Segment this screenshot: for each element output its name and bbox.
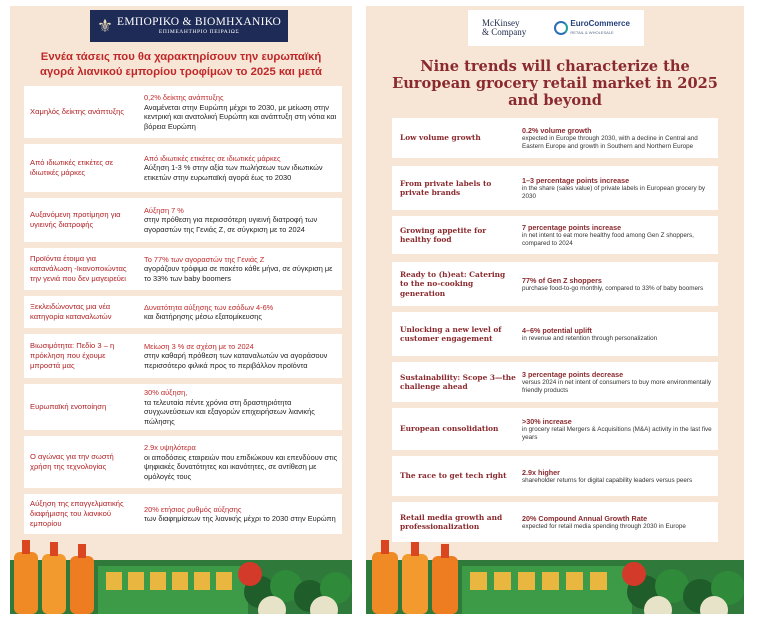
trend-value (136, 206, 342, 235)
trend-value (516, 326, 718, 343)
trend-body: purchase food-to-go monthly, compared to 33% of baby boomers (522, 284, 704, 292)
trend-label: Unlocking a new level of customer engagement (400, 324, 502, 343)
trend-body: και διατήρησης μέσω εξατομίκευσης (144, 312, 262, 321)
trend-label: Προϊόντα έτοιμα για κατανάλωση -Ικανοποιώντας την γενιά που δεν μαγειρεύει (30, 254, 127, 283)
trend-row-english (392, 456, 718, 496)
trend-body: versus 2024 in net intent of consumers to buy more environmentally friendly products (522, 378, 712, 394)
trend-head: Μείωση 3 % σε σχέση με το 2024 (144, 341, 254, 351)
trend-label: Ο αγώνας για την σωστή χρήση της τεχνολογίας (30, 452, 114, 471)
trend-value (136, 505, 342, 524)
trend-head: Αύξηση 7 % (144, 205, 184, 215)
trend-value (516, 514, 718, 531)
trend-head: >30% increase (522, 416, 572, 426)
trend-head: 20% Compound Annual Growth Rate (522, 513, 648, 523)
trend-label: Από ιδιωτικές ετικέτες σε ιδιωτικές μάρκες (30, 158, 114, 177)
trend-head: 2.9x higher (522, 467, 560, 477)
trend-body: shareholder returns for digital capability leaders versus peers (522, 476, 693, 484)
english-title: Nine trends will characterize the European grocery retail market in 2025 and beyond (392, 58, 718, 109)
trend-label: Ready to (h)eat: Catering to the no-cooking generation (400, 269, 506, 298)
trend-value (516, 176, 718, 201)
trend-label: Growing appetite for healthy food (400, 225, 487, 244)
trend-label: Ευρωπαϊκή ενοποίηση (30, 402, 107, 411)
trend-row-greek (24, 248, 342, 290)
trend-value (136, 154, 342, 183)
trend-value (136, 255, 342, 284)
trend-head: 2.9x υψηλότερα (144, 443, 196, 452)
trend-label: Retail media growth and professionalization (400, 512, 503, 531)
trend-head: Το 77% των αγοραστών της Γενιάς Ζ (144, 254, 265, 264)
trend-label: European consolidation (400, 424, 499, 434)
trend-body: των διαφημίσεων της λιανικής μέχρι το 2030 στην Ευρώπη (144, 514, 336, 523)
trend-value (516, 126, 718, 151)
trend-body: in the share (sales value) of private labels in European grocery by 2030 (522, 184, 706, 200)
trend-body: Αναμένεται στην Ευρώπη μέχρι το 2030, με μείωση στην κεντρική και ανατολική Ευρώπη και ανάπτυξη στη νότια και βόρεια Ευρώπη (144, 102, 337, 131)
mckinsey-line-1: McKinsey (482, 17, 520, 28)
trend-value (136, 93, 342, 131)
trend-value (136, 303, 342, 322)
trend-body: στην καθαρή πρόθεση των καταναλωτών να αγοράσουν περισσότερο φιλικά προς το περιβάλλον προϊόντα (144, 351, 328, 370)
trend-value (516, 370, 718, 395)
trend-body: expected in Europe through 2030, with a decline in Central and Eastern Europe and growth in Southern and Northern Europe (522, 134, 698, 150)
produce-illustration (10, 530, 352, 614)
trend-row-greek (24, 144, 342, 192)
trend-head: 30% αύξηση, (144, 388, 188, 397)
greek-infographic-panel (10, 6, 352, 614)
trend-body: Αύξηση 1-3 % στην αξία των πωλήσεων των ιδιωτικών ετικετών στην ευρωπαϊκή αγορά έως το 2030 (144, 163, 323, 182)
english-infographic-panel (366, 6, 744, 614)
trend-label: From private labels to private brands (400, 178, 492, 197)
trend-body: οι αποδόσεις εταιρειών που επιδιώκουν και επενδύουν στις ψηφιακές δυνατότητες και ικανότητες, σε αντίθεση με ομόλογές τους (144, 452, 338, 481)
trend-row-english (392, 216, 718, 254)
trend-body: in net intent to eat more healthy food among Gen Z shoppers, compared to 2024 (522, 231, 694, 247)
trend-value (516, 276, 718, 293)
mckinsey-line-2: & Company (482, 27, 527, 37)
trend-row-greek (24, 384, 342, 430)
mckinsey-logo (482, 19, 526, 38)
trend-head: 77% of Gen Z shoppers (522, 275, 602, 285)
trend-row-english (392, 312, 718, 356)
trend-head: 0.2% volume growth (522, 125, 592, 135)
greek-title: Εννέα τάσεις που θα χαρακτηρίσουν την ευρωπαϊκή αγορά λιανικού εμπορίου τροφίμων το 2025 και μετά (40, 51, 322, 78)
trend-label: Low volume growth (400, 133, 481, 143)
crest-icon: ⚜ (96, 15, 114, 37)
trend-label: Αύξηση της επαγγελματικής διαφήμισης του λιανικού εμπορίου (30, 499, 124, 528)
eurocommerce-ring-icon (554, 21, 568, 35)
trend-head: 3 percentage points decrease (522, 369, 624, 379)
produce-illustration (366, 530, 744, 614)
trend-label: The race to get tech right (400, 471, 507, 481)
trend-row-english (392, 262, 718, 306)
trend-value (516, 223, 718, 248)
trend-row-greek (24, 436, 342, 488)
partner-logos (468, 10, 644, 46)
trend-body: in revenue and retention through personalization (522, 334, 658, 342)
logo-line-1: ΕΜΠΟΡΙΚΟ & ΒΙΟΜΗΧΑΝΙΚΟ (117, 15, 282, 28)
trend-value (136, 443, 342, 481)
trend-body: in grocery retail Mergers & Acquisitions (M&A) activity in the last five years (522, 425, 712, 441)
eurocommerce-sub: RETAIL & WHOLESALE (570, 30, 614, 35)
trend-head: 1–3 percentage points increase (522, 175, 630, 185)
trend-head: 20% ετήσιος ρυθμός αύξησης (144, 504, 242, 514)
chamber-logo (90, 10, 288, 42)
trend-label: Αυξανόμενη προτίμηση για υγιεινής διατροφής (30, 210, 121, 229)
eurocommerce-logo (554, 19, 630, 37)
trend-label: Sustainability: Scope 3—the challenge ahead (400, 372, 516, 391)
trend-row-greek (24, 296, 342, 328)
trend-label: Ξεκλειδώνοντας μια νέα κατηγορία καταναλωτών (30, 302, 112, 321)
trend-row-english (392, 362, 718, 402)
trend-row-english (392, 118, 718, 158)
trend-body: expected for retail media spending through 2030 in Europe (522, 522, 686, 530)
trend-label: Βιωσιμότητα: Πεδίο 3 – η πρόκληση που έχουμε μπροστά μας (30, 341, 115, 370)
trend-body: τα τελευταία πέντε χρόνια στη δραστηριότητα συγχωνεύσεων και εξαγορών επιχειρήσεων λιανικής πώλησης (144, 397, 315, 426)
trend-head: 0,2% δείκτης ανάπτυξης (144, 93, 224, 102)
trend-head: 4–6% potential uplift (522, 325, 592, 335)
trend-row-greek (24, 334, 342, 378)
trend-head: Δυνατότητα αύξησης των εσόδων 4-6% (144, 302, 274, 312)
eurocommerce-name: EuroCommerce (570, 19, 630, 28)
trend-label: Χαμηλός δείκτης ανάπτυξης (30, 107, 125, 116)
trend-row-greek (24, 198, 342, 242)
trend-value (516, 417, 718, 442)
trend-row-english (392, 408, 718, 450)
logo-line-2: ΕΠΙΜΕΛΗΤΗΡΙΟ ΠΕΙΡΑΙΩΣ (158, 29, 240, 35)
trend-value (136, 388, 342, 426)
trend-value (136, 342, 342, 371)
trend-row-english (392, 166, 718, 210)
trend-head: 7 percentage points increase (522, 222, 622, 232)
trend-body: στην πρόθεση για περισσότερη υγιεινή διατροφή των αγοραστών της Γενιάς Ζ, σε σύγκριση με το 2024 (144, 215, 318, 234)
trend-row-greek (24, 86, 342, 138)
trend-head: Από ιδιωτικές ετικέτες σε ιδιωτικές μάρκες (144, 153, 281, 163)
trend-row-greek (24, 494, 342, 534)
trend-value (516, 468, 718, 485)
trend-body: αγοράζουν τρόφιμα σε πακέτο κάθε μήνα, σε σύγκριση με το 33% των baby boomers (144, 264, 333, 283)
